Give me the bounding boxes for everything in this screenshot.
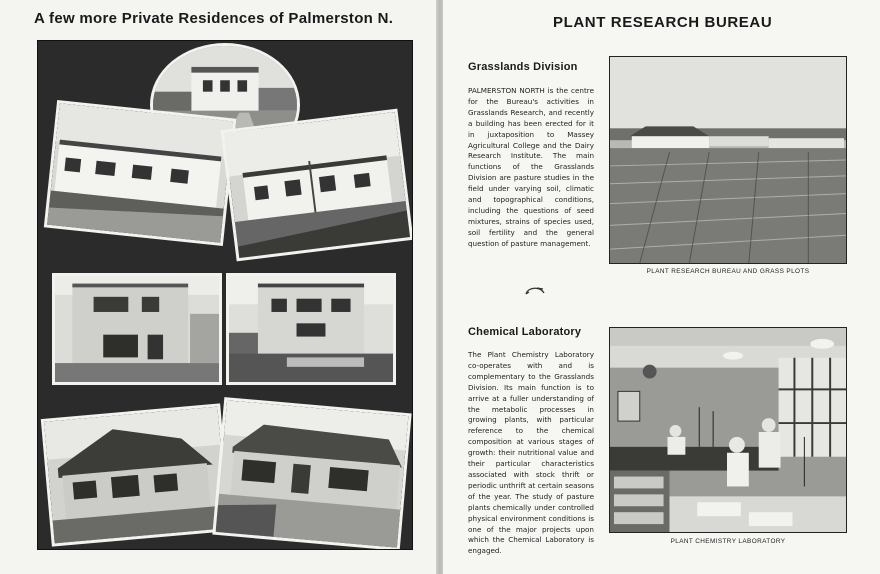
grasslands-text: PALMERSTON NORTH is the centre for the Bureau's activities in Grasslands Research, and recently a building has been erected for it in juxtaposition to Massey Agricultural College and the Dairy Research Institute. The main functions of the Grasslands Division are pasture studies in the field under varying soil, climatic and topographical conditions, including the questions of seed mixtures, strains of species used, soil fertility and the general question of pasture management. (468, 86, 594, 248)
residence-photo-middle-left (52, 273, 222, 385)
left-page-title: A few more Private Residences of Palmerston N. (34, 10, 394, 27)
grass-plots-caption: PLANT RESEARCH BUREAU AND GRASS PLOTS (646, 268, 810, 275)
grasslands-heading: Grasslands Division (468, 61, 578, 73)
left-page (0, 0, 438, 574)
residence-photo-middle-right (226, 273, 396, 385)
grass-plots-photo (609, 56, 847, 264)
residences-collage (37, 40, 413, 550)
right-page-title: PLANT RESEARCH BUREAU (553, 14, 773, 31)
chemical-text: The Plant Chemistry Laboratory co-operates with and is complementary to the Grasslands Division. Its main function is to arrive at a fuller understanding of the metabolic processes in growing plants, with particular reference to the chemical composition at various stages of growth: their nutritional value and their particular characteristics associated with stock thrift or periodic unthrift at certain seasons of the year. The study of pasture plants chemically under controlled physical environment conditions is one of the major projects upon which the Chemical Laboratory is engaged. (468, 350, 594, 556)
chemical-heading: Chemical Laboratory (468, 326, 582, 338)
chemistry-laboratory-caption: PLANT CHEMISTRY LABORATORY (670, 538, 786, 545)
residence-photo-lower-left (41, 403, 231, 546)
divider-ornament-icon (523, 284, 547, 298)
residence-photo-upper-left (44, 100, 236, 246)
residence-photo-upper-right (221, 109, 413, 262)
chemistry-laboratory-photo (609, 327, 847, 533)
residence-photo-lower-right (212, 397, 411, 550)
